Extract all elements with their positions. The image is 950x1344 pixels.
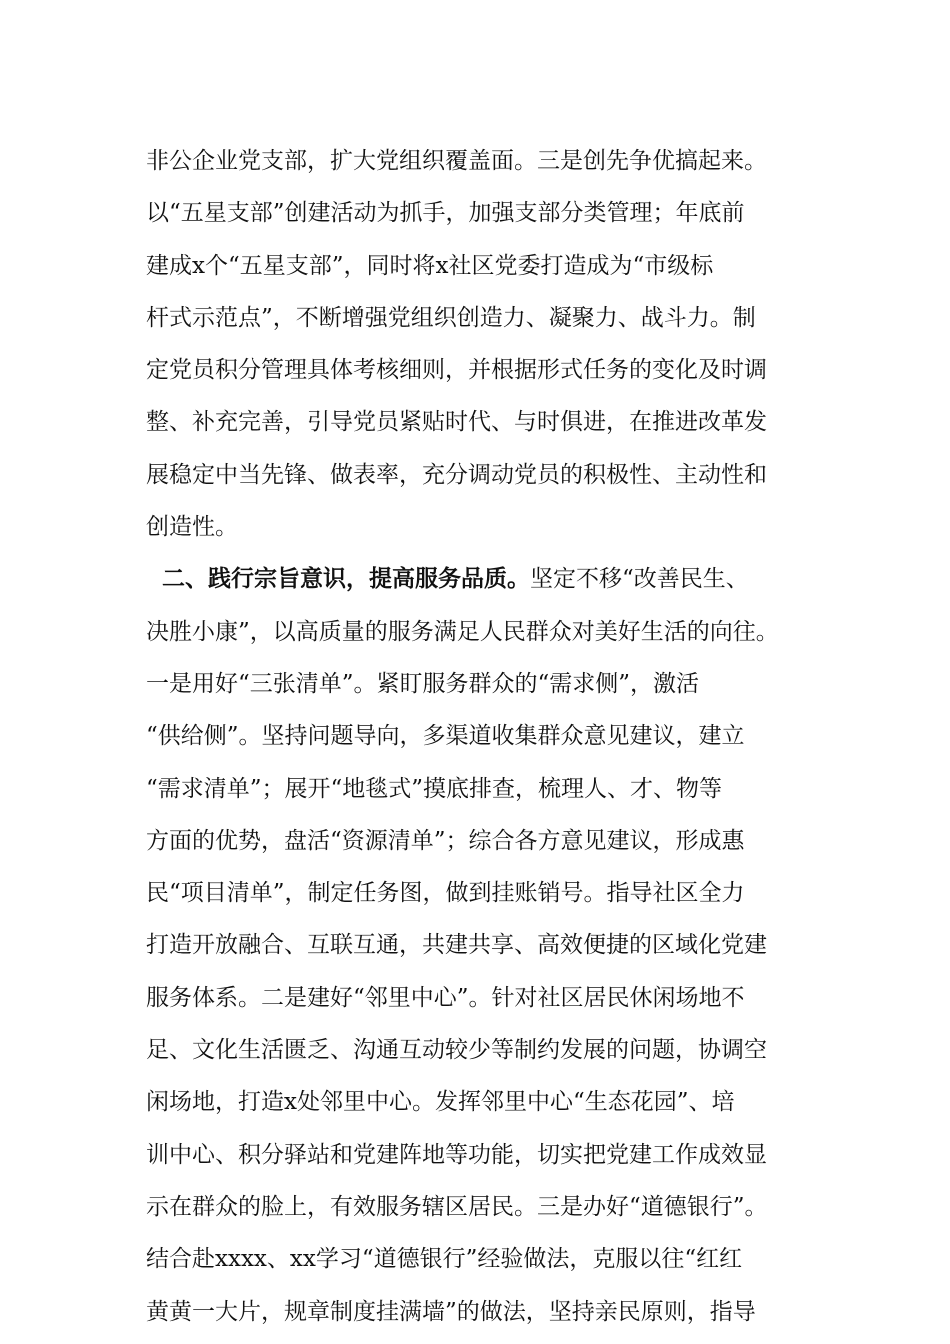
text-line: 闲场地，打造x处邻里中心。发挥邻里中心“生态花园”、培 bbox=[146, 1089, 735, 1116]
text-line: 杆式示范点”，不断增强党组织创造力、凝聚力、战斗力。制 bbox=[146, 304, 756, 331]
text-line: 决胜小康”，以高质量的服务满足人民群众对美好生活的向往。 bbox=[146, 618, 779, 645]
text-line: 打造开放融合、互联互通，共建共享、高效便捷的区域化党建 bbox=[146, 932, 767, 959]
text-line: “需求清单”；展开“地毯式”摸底排查，梳理人、才、物等 bbox=[146, 775, 723, 802]
text-line: 以“五星支部”创建活动为抓手，加强支部分类管理；年底前 bbox=[146, 200, 745, 227]
text-line: 建成x个“五星支部”，同时将x社区党委打造成为“市级标 bbox=[146, 252, 714, 279]
text-line: “供给侧”。坚持问题导向，多渠道收集群众意见建议，建立 bbox=[146, 723, 745, 750]
text-line: 创造性。 bbox=[146, 514, 238, 541]
text-line: 整、补充完善，引导党员紧贴时代、与时俱进，在推进改革发 bbox=[146, 409, 767, 436]
text-line: 定党员积分管理具体考核细则，并根据形式任务的变化及时调 bbox=[146, 357, 767, 384]
text-line: 服务体系。二是建好“邻里中心”。针对社区居民休闲场地不 bbox=[146, 984, 745, 1011]
text-line: 展稳定中当先锋、做表率，充分调动党员的积极性、主动性和 bbox=[146, 461, 767, 488]
text-line: 一是用好“三张清单”。紧盯服务群众的“需求侧”，激活 bbox=[146, 670, 700, 697]
text-line: 民“项目清单”，制定任务图，做到挂账销号。指导社区全力 bbox=[146, 880, 745, 907]
section-heading-rest: 坚定不移“改善民生、 bbox=[530, 566, 749, 593]
text-line: 足、文化生活匮乏、沟通互动较少等制约发展的问题，协调空 bbox=[146, 1037, 767, 1064]
section-heading: 二、践行宗旨意识，提高服务品质。 bbox=[162, 565, 530, 593]
text-line: 结合赴xxxx、xx学习“道德银行”经验做法，克服以往“红红 bbox=[146, 1246, 743, 1273]
text-line: 示在群众的脸上，有效服务辖区居民。三是办好“道德银行”。 bbox=[146, 1193, 768, 1220]
text-line: 黄黄一大片，规章制度挂满墙”的做法，坚持亲民原则，指导 bbox=[146, 1298, 756, 1325]
text-line: 非公企业党支部，扩大党组织覆盖面。三是创先争优搞起来。 bbox=[146, 148, 767, 174]
section-heading-line bbox=[146, 553, 826, 605]
text-line: 方面的优势，盘活“资源清单”；综合各方意见建议，形成惠 bbox=[146, 827, 745, 854]
document-body bbox=[146, 135, 826, 1338]
text-line: 训中心、积分驿站和党建阵地等功能，切实把党建工作成效显 bbox=[146, 1141, 767, 1168]
